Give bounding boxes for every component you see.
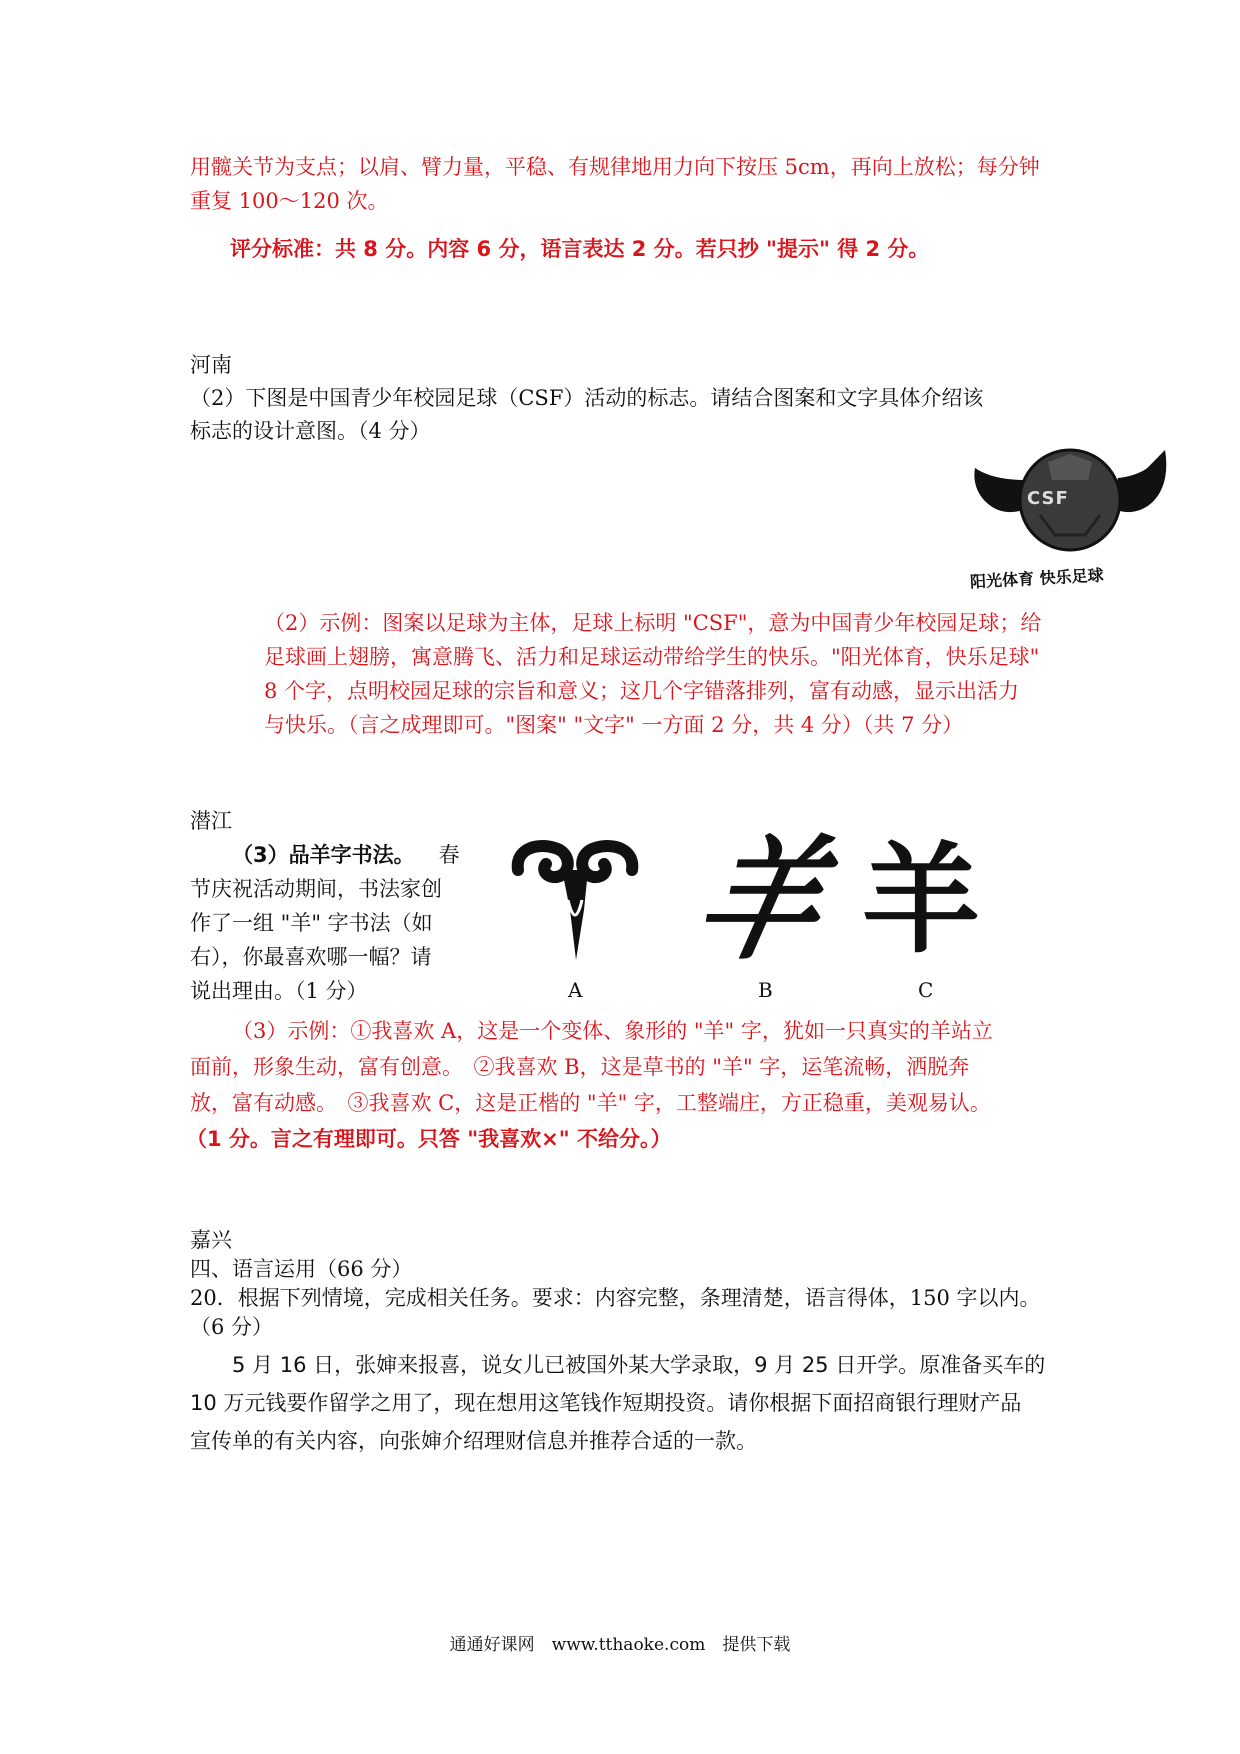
- answer-line: 重复 100～120 次。: [190, 189, 389, 213]
- answer-line: 面前，形象生动，富有创意。 ②我喜欢 B，这是草书的 "羊" 字，运笔流畅，洒脱奔: [190, 1055, 970, 1079]
- answer-line: 放，富有动感。 ③我喜欢 C，这是正楷的 "羊" 字，工整端庄，方正稳重，美观易认。: [190, 1091, 991, 1115]
- region-label: 河南: [190, 353, 232, 377]
- section-heading: 四、语言运用（66 分）: [190, 1257, 413, 1281]
- answer-line: 与快乐。（言之成理即可。"图案" "文字" 一方面 2 分，共 4 分）（共 7 分）: [264, 713, 964, 737]
- calligraphy-label-c: C: [918, 978, 934, 1002]
- question-line: 作了一组 "羊" 字书法（如: [190, 911, 433, 935]
- question-line: 右），你最喜欢哪一幅？请: [190, 945, 432, 969]
- scenario-line: 宣传单的有关内容，向张婶介绍理财信息并推荐合适的一款。: [190, 1429, 757, 1453]
- scenario-line: 5 月 16 日，张婶来报喜，说女儿已被国外某大学录取，9 月 25 日开学。原准备买车的: [232, 1353, 1046, 1377]
- logo-ball-text: CSF: [1027, 488, 1069, 509]
- question-tail: 春: [438, 843, 460, 867]
- question-line: 20．根据下列情境，完成相关任务。要求：内容完整，条理清楚，语言得体，150 字以内。: [190, 1286, 1041, 1310]
- question-line: （2）下图是中国青少年校园足球（CSF）活动的标志。请结合图案和文字具体介绍该: [190, 386, 984, 410]
- scoring-note: （1 分。言之有理即可。只答 "我喜欢×" 不给分。）: [186, 1127, 672, 1151]
- answer-line: 足球画上翅膀，寓意腾飞、活力和足球运动带给学生的快乐。"阳光体育，快乐足球": [264, 645, 1040, 669]
- question-line: 标志的设计意图。（4 分）: [190, 419, 431, 443]
- question-first-line: [190, 838, 460, 872]
- ram-pictograph-icon: [510, 840, 640, 970]
- scoring-note: 评分标准：共 8 分。内容 6 分，语言表达 2 分。若只抄 "提示" 得 2 分。: [230, 237, 930, 261]
- csf-logo: [970, 440, 1170, 600]
- answer-line: （3）示例：①我喜欢 A，这是一个变体、象形的 "羊" 字，犹如一只真实的羊站立: [232, 1019, 993, 1043]
- question-line: 说出理由。（1 分）: [190, 979, 368, 1003]
- region-label: 潜江: [190, 809, 232, 833]
- calligraphy-b: 羊: [683, 822, 837, 978]
- region-label: 嘉兴: [190, 1228, 232, 1252]
- question-line: 节庆祝活动期间，书法家创: [190, 877, 442, 901]
- calligraphy-label-b: B: [758, 978, 773, 1002]
- page-footer: 通通好课网 www.tthaoke.com 提供下载: [449, 1635, 791, 1655]
- answer-line: 用髋关节为支点；以肩、臂力量，平稳、有规律地用力向下按压 5cm，再向上放松；每分钟: [190, 155, 1040, 179]
- question-title: （3）品羊字书法。: [232, 843, 415, 867]
- answer-line: （2）示例：图案以足球为主体，足球上标明 "CSF"，意为中国青少年校园足球；给: [264, 611, 1042, 635]
- question-line: （6 分）: [190, 1315, 274, 1339]
- scenario-line: 10 万元钱要作留学之用了，现在想用这笔钱作短期投资。请你根据下面招商银行理财产品: [190, 1391, 1022, 1415]
- logo-slogan: 阳光体育 快乐足球: [969, 565, 1105, 592]
- calligraphy-label-a: A: [568, 978, 583, 1002]
- calligraphy-c: 羊: [862, 830, 981, 969]
- answer-line: 8 个字，点明校园足球的宗旨和意义；这几个字错落排列，富有动感，显示出活力: [264, 679, 1020, 703]
- calligraphy-a: [510, 840, 640, 970]
